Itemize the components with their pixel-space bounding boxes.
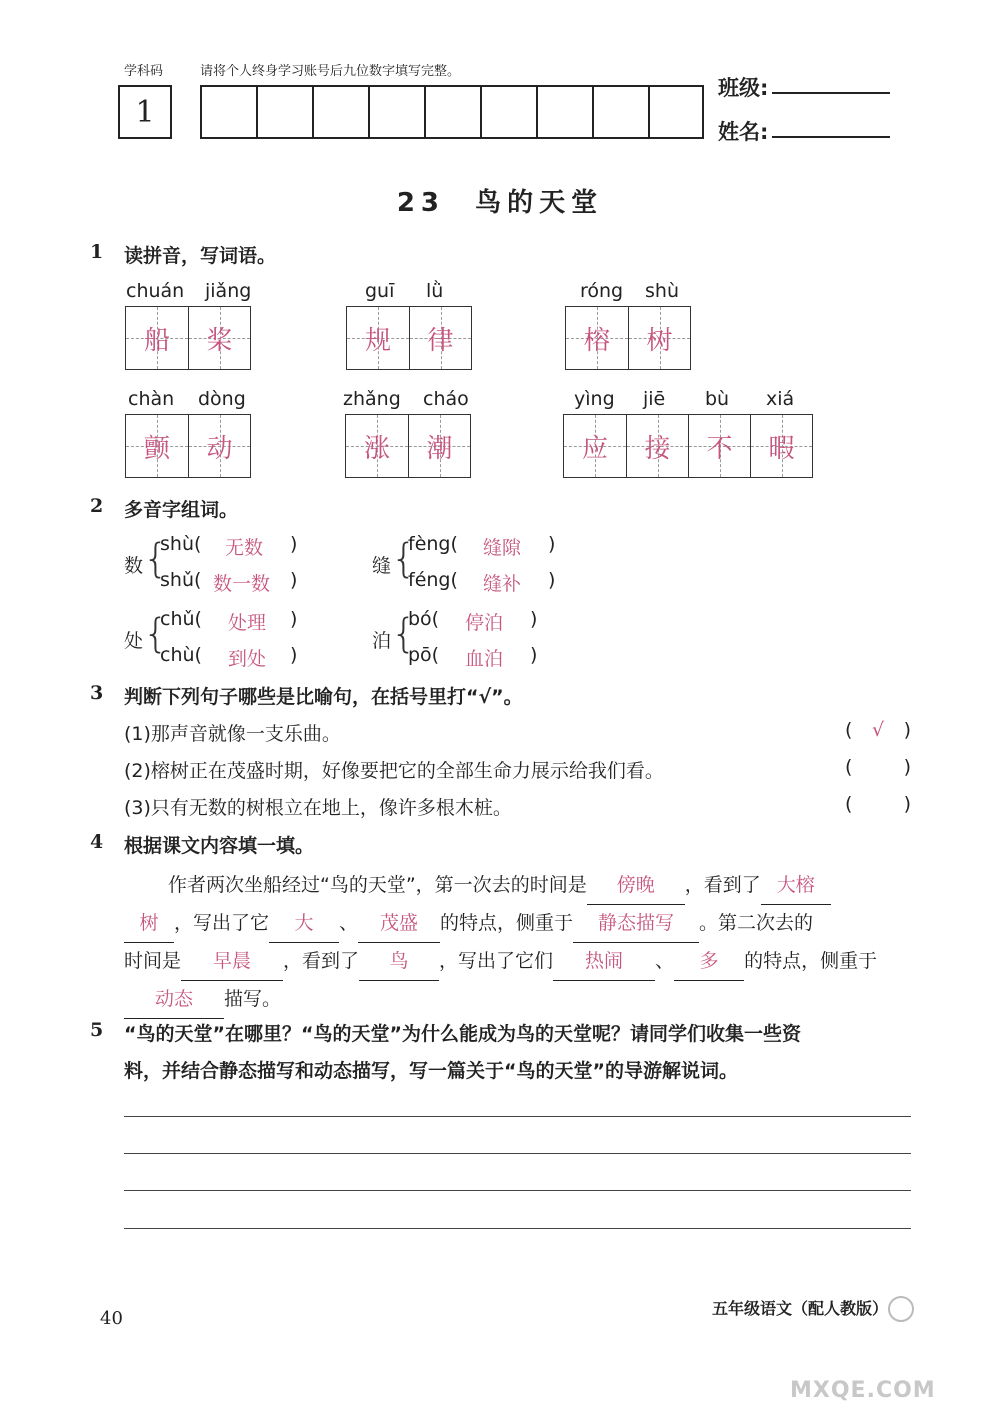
answer-char: 暇 [768, 433, 795, 464]
pinyin: yìng [574, 388, 615, 410]
watermark: MXQE.COM [790, 1378, 936, 1403]
answer-char: 应 [581, 433, 608, 464]
q4-number: 4 [90, 831, 104, 853]
pinyin: cháo [423, 388, 469, 410]
pinyin: shù( [160, 533, 202, 555]
q2-prompt: 多音字组词。 [124, 499, 239, 521]
answer-char: 桨 [206, 325, 233, 356]
writing-line[interactable] [124, 1116, 911, 1117]
q3-item: (3)只有无数的树根立在地上，像许多根木桩。 [124, 797, 512, 819]
char-grid[interactable] [563, 414, 813, 478]
polyphone-char: 泊 [372, 630, 392, 652]
q3-prompt: 判断下列句子哪些是比喻句，在括号里打“√”。 [124, 686, 523, 708]
answer-char: 榕 [583, 325, 610, 356]
answer: 处理 [228, 612, 267, 634]
answer-char: 树 [646, 325, 673, 356]
close-paren: ) [548, 569, 556, 591]
answer-char: 接 [644, 433, 671, 464]
pinyin: chǔ( [160, 608, 202, 630]
q3-item: (2)榕树正在茂盛时期，好像要把它的全部生命力展示给我们看。 [124, 760, 664, 782]
check-mark: √ [871, 719, 885, 741]
pinyin: chàn [128, 388, 175, 410]
polyphone-char: 缝 [372, 555, 392, 577]
q1-prompt: 读拼音，写词语。 [124, 245, 277, 267]
pinyin: bù [705, 388, 730, 410]
name-label: 姓名: [718, 120, 769, 144]
digit-box[interactable] [258, 87, 314, 137]
answer-char: 律 [427, 325, 454, 356]
blank[interactable]: 大 [269, 905, 339, 943]
q2-number: 2 [90, 495, 104, 517]
digit-box[interactable] [482, 87, 538, 137]
pinyin: fèng( [408, 533, 458, 555]
class-field[interactable] [772, 92, 890, 94]
q4-paragraph [124, 867, 914, 1019]
answer-char: 动 [206, 433, 233, 464]
pinyin: guī [365, 280, 395, 302]
blank[interactable]: 傍晚 [587, 867, 685, 905]
close-paren: ) [530, 644, 538, 666]
answer-char: 涨 [363, 433, 390, 464]
blank[interactable]: 茂盛 [358, 905, 440, 943]
answer-paren[interactable]: ( √ ) [845, 719, 911, 741]
pinyin: pō( [408, 644, 440, 666]
close-paren: ) [548, 533, 556, 555]
answer: 缝补 [483, 573, 522, 595]
blank[interactable]: 动态 [124, 981, 224, 1019]
q4-line: 动态 描写。 [124, 981, 914, 1019]
answer-char: 不 [706, 433, 733, 464]
digit-box[interactable] [538, 87, 594, 137]
q5-line-1: “鸟的天堂”在哪里？“鸟的天堂”为什么能成为鸟的天堂呢？请同学们收集一些资 [124, 1023, 801, 1045]
answer: 停泊 [465, 612, 504, 634]
q4-line: 树 ，写出了它 大 、 茂盛 的特点，侧重于 静态描写 。第二次去的 [124, 905, 914, 943]
writing-line[interactable] [124, 1228, 911, 1229]
answer: 无数 [225, 537, 264, 559]
pinyin: xiá [766, 388, 795, 410]
blank[interactable]: 热闹 [553, 943, 655, 981]
blank[interactable]: 鸟 [359, 943, 439, 981]
pinyin: dòng [198, 388, 246, 410]
char-grid[interactable] [345, 414, 471, 478]
polyphone-char: 数 [124, 555, 144, 577]
char-grid[interactable] [125, 414, 251, 478]
char-grid[interactable] [346, 306, 472, 370]
q4-prompt: 根据课文内容填一填。 [124, 835, 315, 857]
pinyin: zhǎng [343, 388, 401, 410]
pinyin: shù [645, 280, 679, 302]
q3-number: 3 [90, 682, 104, 704]
pinyin: shǔ( [160, 569, 202, 591]
answer-char: 船 [143, 325, 170, 356]
pinyin: jiǎng [205, 280, 252, 302]
pinyin: chù( [160, 644, 202, 666]
blank[interactable]: 早晨 [181, 943, 283, 981]
answer-char: 颤 [143, 433, 170, 464]
q1-number: 1 [90, 241, 104, 263]
digit-box[interactable] [594, 87, 650, 137]
digit-box[interactable] [650, 87, 702, 137]
close-paren: ) [290, 533, 298, 555]
close-paren: ) [530, 608, 538, 630]
sun-icon [888, 1296, 914, 1322]
pinyin: jiē [643, 388, 666, 410]
digit-box[interactable] [370, 87, 426, 137]
q5-number: 5 [90, 1019, 104, 1041]
pinyin: róng [580, 280, 624, 302]
brace: { [143, 536, 169, 582]
account-digit-boxes[interactable] [200, 85, 704, 139]
blank[interactable]: 大榕 [761, 867, 831, 905]
brace: { [391, 536, 417, 582]
page-number: 40 [100, 1308, 123, 1329]
blank[interactable]: 树 [124, 905, 174, 943]
q5-line-2: 料，并结合静态描写和动态描写，写一篇关于“鸟的天堂”的导游解说词。 [124, 1060, 738, 1082]
digit-box[interactable] [426, 87, 482, 137]
answer: 到处 [228, 648, 267, 670]
char-grid[interactable] [565, 306, 691, 370]
pinyin: chuán [126, 280, 185, 302]
account-instruction: 请将个人终身学习账号后九位数字填写完整。 [200, 64, 461, 79]
q4-line: 作者两次坐船经过“鸟的天堂”，第一次去的时间是 傍晚 ，看到了 大榕 [124, 867, 914, 905]
brace: { [391, 611, 417, 657]
name-field[interactable] [772, 136, 890, 138]
answer-paren[interactable]: ( ) [845, 793, 911, 815]
blank[interactable]: 静态描写 [573, 905, 699, 943]
pinyin: féng( [408, 569, 458, 591]
close-paren: ) [290, 644, 298, 666]
digit-box[interactable] [314, 87, 370, 137]
page-title: 23 鸟的天堂 [396, 188, 604, 218]
pinyin: lǜ [426, 280, 444, 302]
answer-paren[interactable]: ( ) [845, 756, 911, 778]
writing-line[interactable] [124, 1153, 911, 1154]
digit-box[interactable] [202, 87, 258, 137]
class-label: 班级: [718, 76, 769, 100]
polyphone-char: 处 [124, 630, 144, 652]
blank[interactable]: 多 [674, 943, 744, 981]
answer: 缝隙 [483, 537, 522, 559]
answer: 血泊 [465, 648, 504, 670]
close-paren: ) [290, 608, 298, 630]
subject-code-label: 学科码 [124, 64, 164, 79]
brace: { [143, 611, 169, 657]
q3-item: (1)那声音就像一支乐曲。 [124, 723, 341, 745]
answer-char: 规 [364, 325, 391, 356]
answer: 数一数 [213, 573, 271, 595]
book-title: 五年级语文（配人教版） [712, 1299, 889, 1318]
char-grid[interactable] [125, 306, 251, 370]
subject-code-box: 1 [118, 85, 172, 139]
pinyin: bó( [408, 608, 440, 630]
close-paren: ) [290, 569, 298, 591]
answer-char: 潮 [426, 433, 453, 464]
writing-line[interactable] [124, 1190, 911, 1191]
q4-line: 时间是 早晨 ，看到了 鸟 ，写出了它们 热闹 、 多 的特点，侧重于 [124, 943, 914, 981]
